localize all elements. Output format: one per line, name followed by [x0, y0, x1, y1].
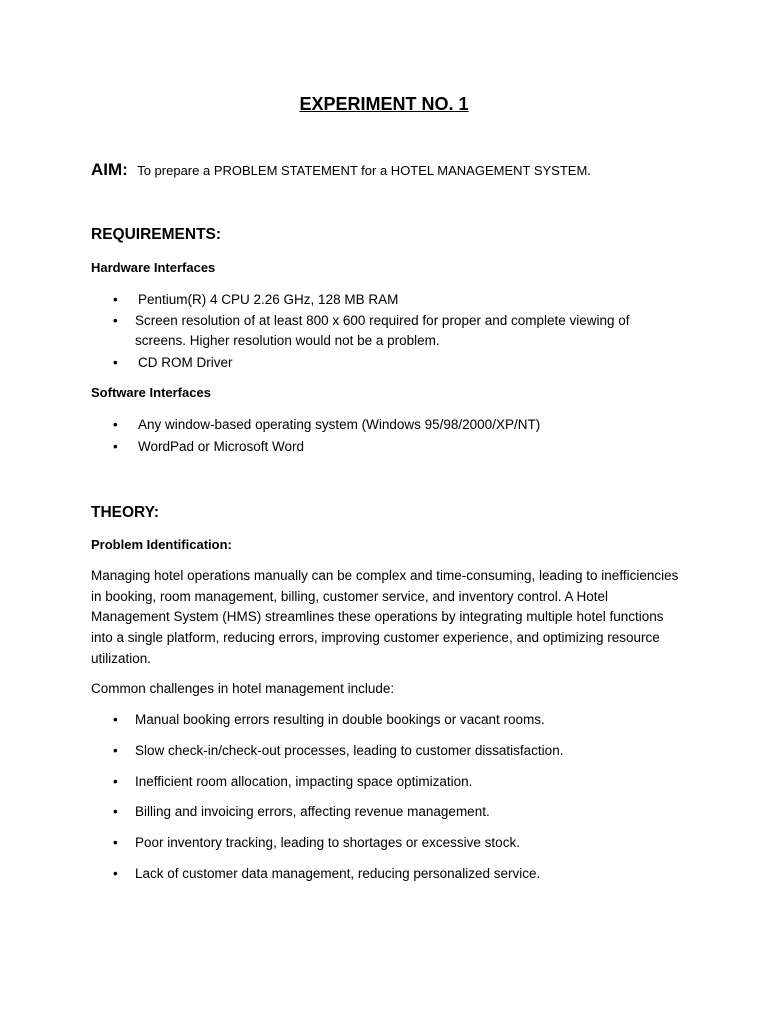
hardware-item-text: screens. Higher resolution would not be a problem.	[135, 333, 440, 348]
bullet-icon: •	[113, 292, 118, 307]
problem-identification-heading: Problem Identification:	[91, 537, 232, 552]
hardware-item-text: Screen resolution of at least 800 x 600 required for proper and complete viewing of	[135, 313, 630, 328]
software-item-text: Any window-based operating system (Windows 95/98/2000/XP/NT)	[138, 417, 541, 432]
challenges-intro: Common challenges in hotel management include:	[91, 681, 395, 696]
bullet-icon: •	[113, 355, 118, 370]
aim-section	[91, 160, 591, 180]
bullet-icon: •	[113, 439, 118, 454]
hardware-item-text: CD ROM Driver	[138, 355, 233, 370]
bullet-icon: •	[113, 866, 118, 881]
bullet-icon: •	[113, 835, 118, 850]
theory-paragraph: Managing hotel operations manually can be complex and time-consuming, leading to inefficiencies in booking, room management, billing, customer service, and inventory control. A Hotel Management System (HMS) streamlines these operations by integrating multiple hotel functions into a single platform, reducing errors, improving customer experience, and optimizing resource utilization.	[91, 568, 679, 666]
software-interfaces-heading: Software Interfaces	[91, 385, 211, 400]
hardware-interfaces-heading: Hardware Interfaces	[91, 260, 216, 275]
bullet-icon: •	[113, 712, 118, 727]
challenge-text: Slow check-in/check-out processes, leading to customer dissatisfaction.	[135, 743, 564, 758]
page-title: EXPERIMENT NO. 1	[299, 94, 469, 114]
bullet-icon: •	[113, 774, 118, 789]
challenge-text: Poor inventory tracking, leading to shortages or excessive stock.	[135, 835, 520, 850]
bullet-icon: •	[113, 743, 118, 758]
challenge-text: Billing and invoicing errors, affecting revenue management.	[135, 804, 490, 819]
challenge-text: Lack of customer data management, reducing personalized service.	[135, 866, 541, 881]
aim-text: To prepare a PROBLEM STATEMENT for a HOTEL MANAGEMENT SYSTEM.	[137, 163, 591, 178]
aim-label: AIM:	[91, 160, 128, 179]
theory-heading: THEORY:	[91, 504, 160, 521]
bullet-icon: •	[113, 804, 118, 819]
requirements-heading: REQUIREMENTS:	[91, 226, 222, 243]
challenge-text: Manual booking errors resulting in double bookings or vacant rooms.	[135, 712, 545, 727]
bullet-icon: •	[113, 417, 118, 432]
challenge-text: Inefficient room allocation, impacting space optimization.	[135, 774, 473, 789]
software-item-text: WordPad or Microsoft Word	[138, 439, 305, 454]
bullet-icon: •	[113, 313, 118, 328]
hardware-item-text: Pentium(R) 4 CPU 2.26 GHz, 128 MB RAM	[138, 292, 399, 307]
